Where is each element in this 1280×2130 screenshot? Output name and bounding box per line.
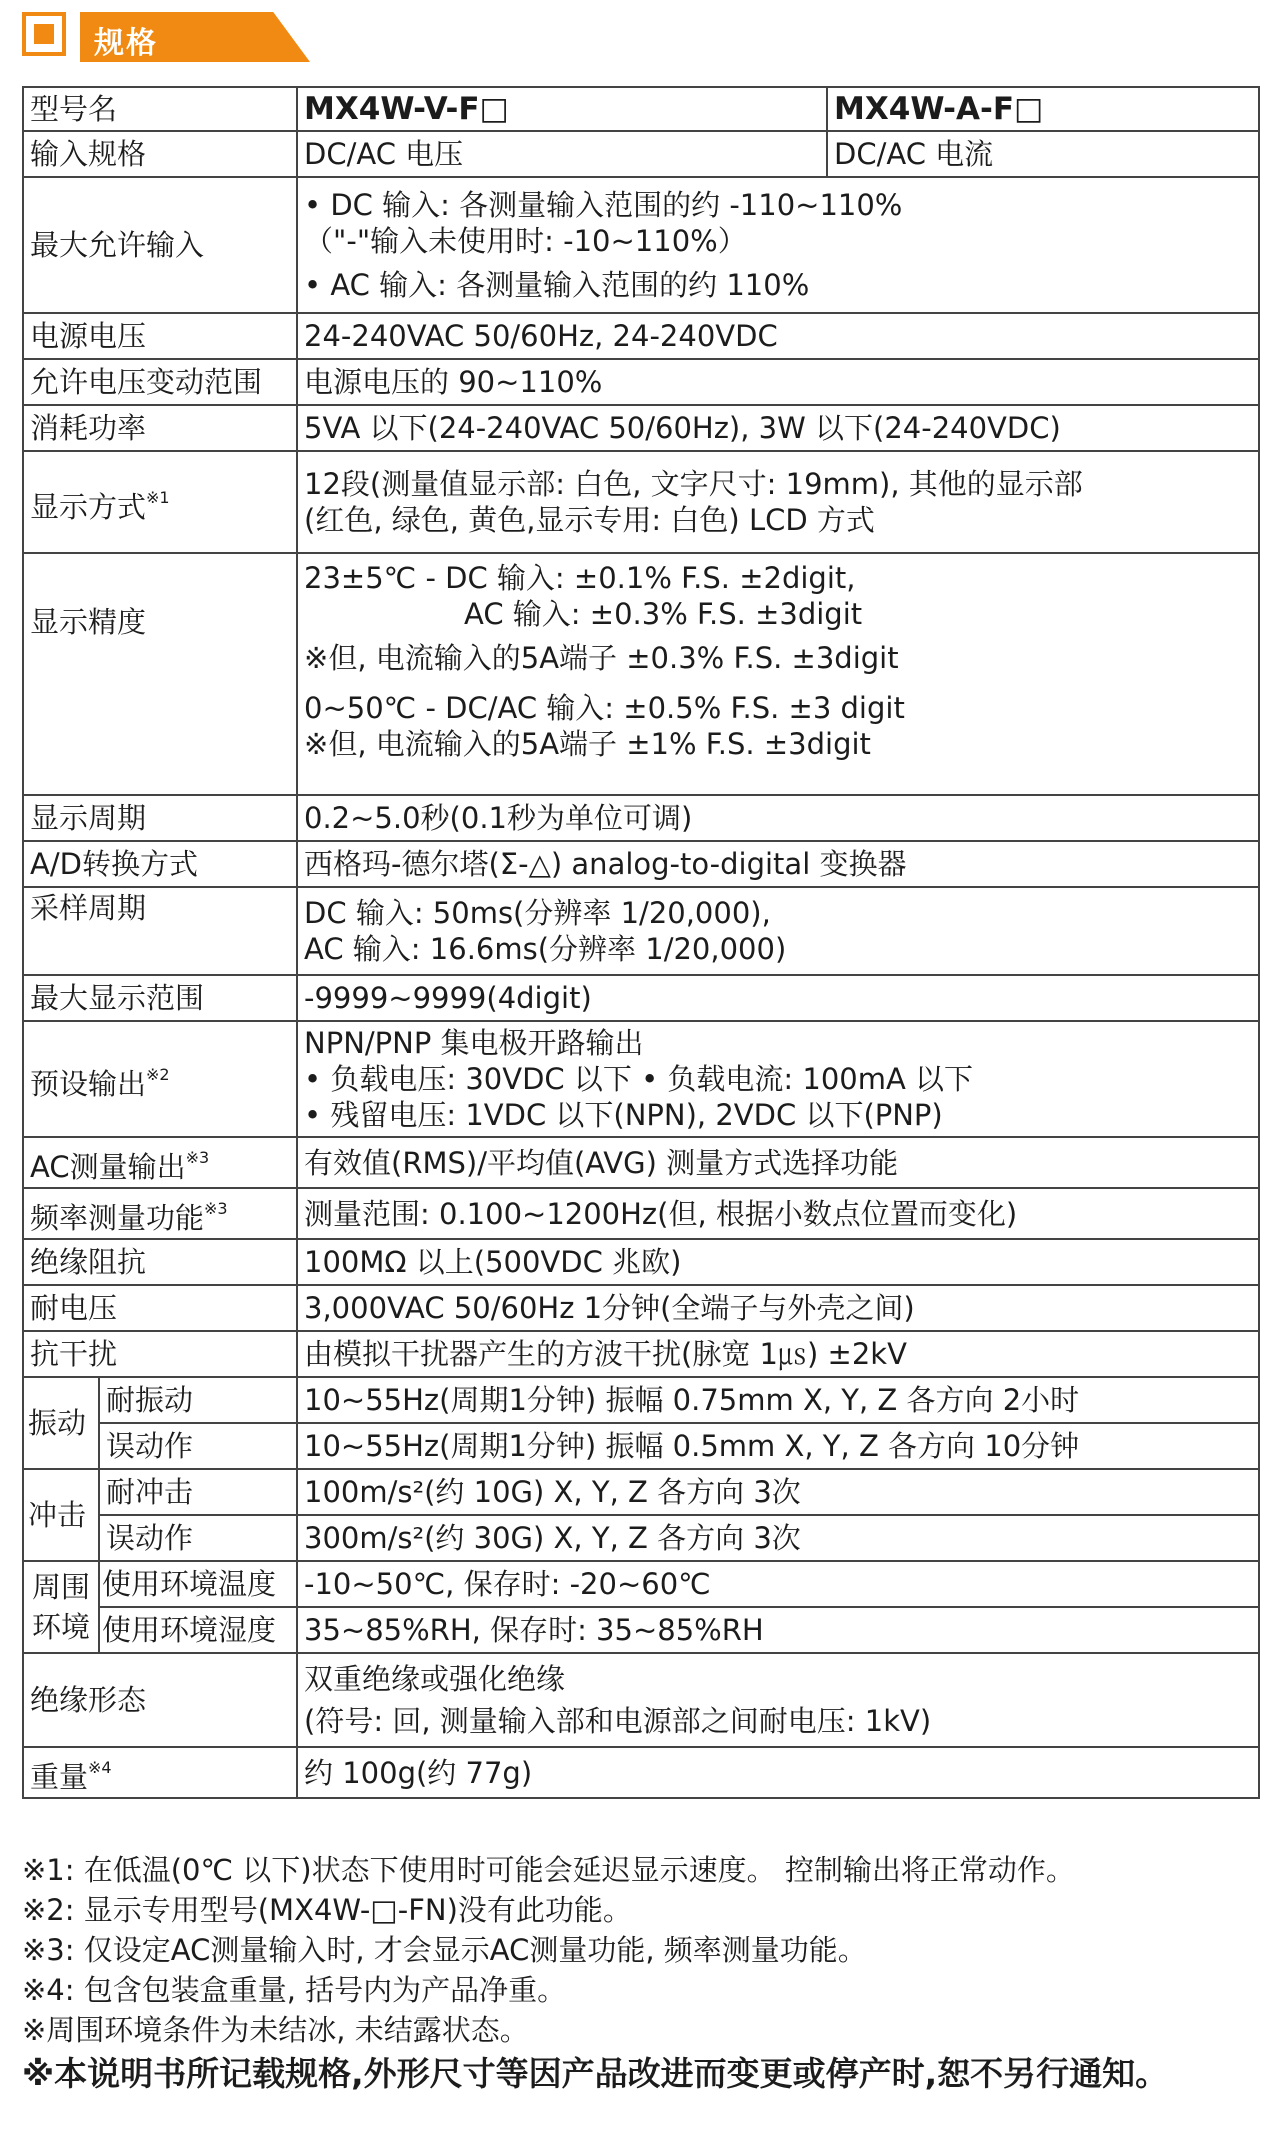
text-line: 双重绝缘或强化绝缘 (304, 1662, 566, 1696)
table-row (23, 1747, 1259, 1798)
row-value: DC/AC 电压 (297, 131, 827, 177)
table-row (23, 1423, 1259, 1469)
row-value: 100m/s²(约 10G) X, Y, Z 各方向 3次 (297, 1469, 1259, 1515)
row-label: 抗干扰 (23, 1331, 297, 1377)
row-label: 最大显示范围 (23, 975, 297, 1021)
row-value: 24-240VAC 50/60Hz, 24-240VDC (297, 313, 1259, 359)
row-label: 采样周期 (23, 887, 297, 975)
label-text: 显示方式 (30, 489, 147, 524)
row-value: -9999~9999(4digit) (297, 975, 1259, 1021)
table-row (23, 1021, 1259, 1137)
table-row (23, 1285, 1259, 1331)
row-value (297, 1653, 1259, 1747)
row-label: 显示周期 (23, 795, 297, 841)
table-row (23, 451, 1259, 553)
row-label (23, 1021, 297, 1137)
row-value: 西格玛-德尔塔(Σ-△) analog-to-digital 变换器 (297, 841, 1259, 887)
table-row (23, 553, 1259, 795)
text-line: AC 输入: ±0.3% F.S. ±3digit (464, 597, 863, 631)
text-line: ※但, 电流输入的5A端子 ±1% F.S. ±3digit (304, 727, 871, 761)
table-row (23, 841, 1259, 887)
row-value: DC/AC 电流 (827, 131, 1259, 177)
row-value: 5VA 以下(24-240VAC 50/60Hz), 3W 以下(24-240VDC) (297, 405, 1259, 451)
label-text: 重量 (30, 1760, 89, 1794)
row-value: 10~55Hz(周期1分钟) 振幅 0.5mm X, Y, Z 各方向 10分钟 (297, 1423, 1259, 1469)
table-row (23, 1469, 1259, 1515)
row-value: 100MΩ 以上(500VDC 兆欧) (297, 1239, 1259, 1285)
text-line: (符号: 回, 测量输入部和电源部之间耐电压: 1kV) (304, 1704, 932, 1738)
text-line: AC 输入: 16.6ms(分辨率 1/20,000) (304, 932, 787, 966)
row-label: 绝缘阻抗 (23, 1239, 297, 1285)
row-label: 输入规格 (23, 131, 297, 177)
row-value (297, 1021, 1259, 1137)
model-a: MX4W-A-F□ (827, 87, 1259, 131)
table-row (23, 1653, 1259, 1747)
row-label: 耐电压 (23, 1285, 297, 1331)
footnote-mark: ※3 (185, 1148, 210, 1167)
row-label (23, 451, 297, 553)
row-value: 测量范围: 0.100~1200Hz(但, 根据小数点位置而变化) (297, 1188, 1259, 1239)
table-row (23, 1239, 1259, 1285)
table-row (23, 1137, 1259, 1188)
footnote-mark: ※2 (146, 1064, 170, 1084)
row-value: 约 100g(约 77g) (297, 1747, 1259, 1798)
sub-label: 误动作 (99, 1515, 297, 1561)
footnote: ※1: 在低温(0℃ 以下)状态下使用时可能会延迟显示速度。 控制输出将正常动作。 (22, 1853, 1075, 1887)
sub-label: 耐冲击 (99, 1469, 297, 1515)
row-value: 10~55Hz(周期1分钟) 振幅 0.75mm X, Y, Z 各方向 2小时 (297, 1377, 1259, 1423)
row-value (297, 451, 1259, 553)
row-value (297, 553, 1259, 795)
table-row (23, 1188, 1259, 1239)
row-label: 绝缘形态 (23, 1653, 297, 1747)
footnote: ※2: 显示专用型号(MX4W-□-FN)没有此功能。 (22, 1893, 632, 1927)
disclaimer: ※本说明书所记载规格,外形尺寸等因产品改进而变更或停产时,恕不另行通知。 (22, 2054, 1169, 2093)
table-row (23, 1607, 1259, 1653)
sub-label: 误动作 (99, 1423, 297, 1469)
row-value (297, 177, 1259, 313)
row-value: 3,000VAC 50/60Hz 1分钟(全端子与外壳之间) (297, 1285, 1259, 1331)
row-value (297, 887, 1259, 975)
footnote: ※3: 仅设定AC测量输入时, 才会显示AC测量功能, 频率测量功能。 (22, 1933, 867, 1967)
spec-table (22, 86, 1260, 1799)
label-text: 预设输出 (30, 1066, 147, 1101)
sub-label: 使用环境温度 (99, 1561, 297, 1607)
table-row (23, 1331, 1259, 1377)
row-value: 由模拟干扰器产生的方波干扰(脉宽 1㎲) ±2kV (297, 1331, 1259, 1377)
model-v: MX4W-V-F□ (297, 87, 827, 131)
row-label: 型号名 (23, 87, 297, 131)
table-row (23, 795, 1259, 841)
text-line: DC 输入: 50ms(分辨率 1/20,000), (304, 896, 771, 930)
footnote-mark: ※3 (204, 1199, 228, 1218)
table-row (23, 131, 1259, 177)
row-label: 最大允许输入 (23, 177, 297, 313)
text-line: • 负载电压: 30VDC 以下 • 负载电流: 100mA 以下 (304, 1062, 974, 1096)
row-label (23, 1137, 297, 1188)
text-line: 12段(测量值显示部: 白色, 文字尺寸: 19mm), 其他的显示部 (304, 467, 1083, 501)
table-row (23, 887, 1259, 975)
section-header (22, 12, 322, 62)
text-line: （"-"输入未使用时: -10~110%） (304, 224, 747, 258)
row-value: -10~50℃, 保存时: -20~60℃ (297, 1561, 1259, 1607)
square-icon (22, 12, 66, 56)
group-label: 周围环境 (23, 1561, 99, 1653)
row-label (23, 1188, 297, 1239)
row-label (23, 1747, 297, 1798)
row-value: 0.2~5.0秒(0.1秒为单位可调) (297, 795, 1259, 841)
text-line: (红色, 绿色, 黄色,显示专用: 白色) LCD 方式 (304, 503, 875, 537)
table-row (23, 405, 1259, 451)
row-label: 电源电压 (23, 313, 297, 359)
table-row (23, 1515, 1259, 1561)
table-row (23, 87, 1259, 131)
group-label: 冲击 (23, 1469, 99, 1561)
sub-label: 耐振动 (99, 1377, 297, 1423)
row-label: 允许电压变动范围 (23, 359, 297, 405)
row-value: 电源电压的 90~110% (297, 359, 1259, 405)
row-value: 35~85%RH, 保存时: 35~85%RH (297, 1607, 1259, 1653)
group-label: 振动 (23, 1377, 99, 1469)
row-label: A/D转换方式 (23, 841, 297, 887)
sub-label: 使用环境湿度 (99, 1607, 297, 1653)
table-row (23, 1377, 1259, 1423)
label-text: AC测量输出 (30, 1150, 186, 1184)
text-line: ※但, 电流输入的5A端子 ±0.3% F.S. ±3digit (304, 641, 899, 675)
row-label: 显示精度 (23, 553, 297, 795)
row-value: 300m/s²(约 30G) X, Y, Z 各方向 3次 (297, 1515, 1259, 1561)
text-line: 0~50℃ - DC/AC 输入: ±0.5% F.S. ±3 digit (304, 691, 905, 725)
table-row (23, 975, 1259, 1021)
footnote: ※周围环境条件为未结冰, 未结露状态。 (22, 2013, 529, 2047)
label-text: 频率测量功能 (30, 1201, 205, 1235)
text-line: NPN/PNP 集电极开路输出 (304, 1026, 644, 1060)
row-label: 消耗功率 (23, 405, 297, 451)
table-row (23, 359, 1259, 405)
text-line: • DC 输入: 各测量输入范围的约 -110~110% (304, 188, 903, 222)
table-row (23, 1561, 1259, 1607)
footnote-mark: ※1 (146, 487, 170, 507)
section-title: 规格 (94, 26, 158, 61)
text-line: 23±5℃ - DC 输入: ±0.1% F.S. ±2digit, (304, 561, 856, 595)
footnote-mark: ※4 (88, 1758, 112, 1777)
row-value: 有效值(RMS)/平均值(AVG) 测量方式选择功能 (297, 1137, 1259, 1188)
text-line: • AC 输入: 各测量输入范围的约 110% (304, 268, 810, 302)
footnotes (22, 1850, 1262, 2094)
table-row (23, 313, 1259, 359)
table-row (23, 177, 1259, 313)
footnote: ※4: 包含包装盒重量, 括号内为产品净重。 (22, 1973, 567, 2007)
text-line: • 残留电压: 1VDC 以下(NPN), 2VDC 以下(PNP) (304, 1098, 943, 1132)
